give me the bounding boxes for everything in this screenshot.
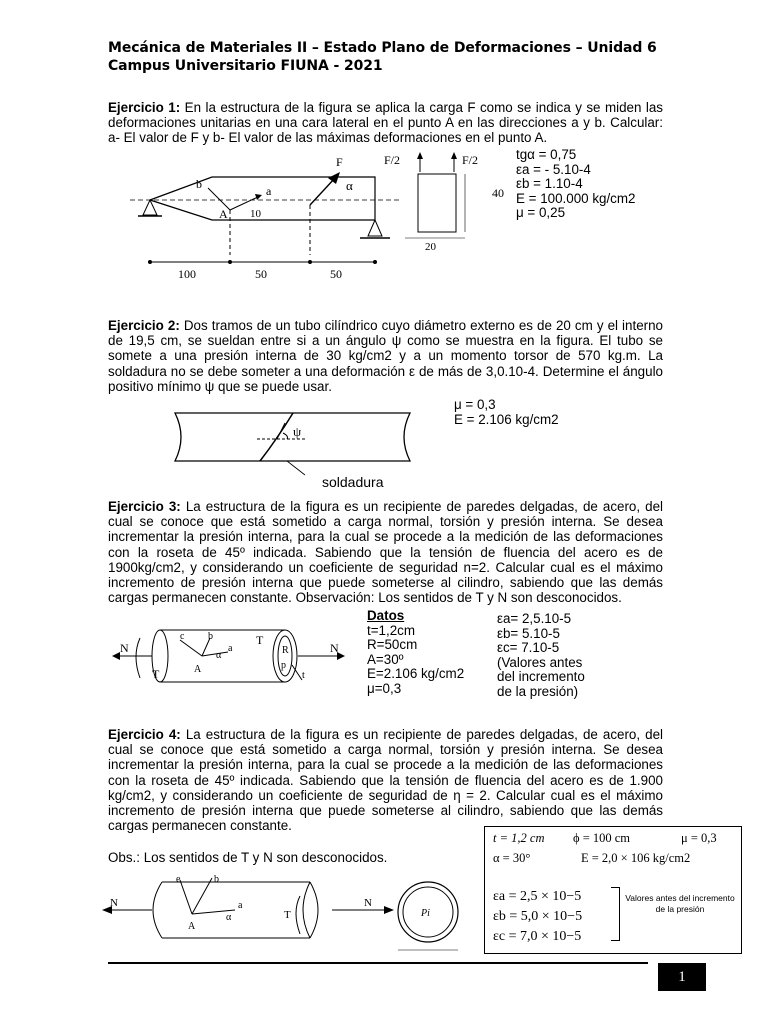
ex3-label-p: p xyxy=(281,660,286,671)
ex3-label-A: A xyxy=(194,664,202,675)
ex4-obs: Obs.: Los sentidos de T y N son desconocidos. xyxy=(108,850,388,865)
ex1-beam-figure xyxy=(100,150,510,285)
ex3-datos xyxy=(367,609,464,697)
ex2-data-E: E = 2.106 kg/cm2 xyxy=(454,411,559,427)
ex3-label-T1: T xyxy=(152,667,160,681)
ex3-datos-t: t=1,2cm xyxy=(367,622,416,638)
ex3-text: La estructura de la figura es un recipiente de paredes delgadas, de acero, del cual se conoce que está sometido a carga normal, torsión y presión interna. Se desea incrementar la presión interna, para la cual se procede a la medición de las deformaciones con la roseta de 45º indicada. Sabiendo que la tensión de fluencia del acero es de 1900kg/cm2, y considerando un coeficiente de seguridad n=2. Calcular cual es el máximo incremento de presión interna que puede someterse al cilindro, sabiendo que las demás cargas permanecen constante. Observación: Los sentidos de T y N son desconocidos. xyxy=(108,499,663,606)
ex1-data-E: E = 100.000 kg/cm2 xyxy=(516,190,636,206)
ex4-box-mu: μ = 0,3 xyxy=(681,831,717,845)
ex4-label-b: b xyxy=(214,874,219,885)
ex2-text: Dos tramos de un tubo cilíndrico cuyo diámetro externo es de 20 cm y el interno de 19,5 cm, se sueldan entre si a un ángulo ψ como se muestra en la figura. El tubo se somete a una presión interna de 30 kg/cm2 y a un momento torsor de 570 kg.m. La soldadura no se debe someter a una deformación ε de más de 3,0.10-4. Determine el ángulo positivo mínimo ψ que se puede usar. xyxy=(108,318,664,394)
ex4-label-N1: N xyxy=(110,897,118,909)
ex1-title: Ejercicio 1: xyxy=(108,100,181,115)
ex1-text: En la estructura de la figura se aplica la carga F como se indica y se miden las deformaciones unitarias en una cara lateral en el punto A en las direcciones a y b. Calcular: a- El valor de F y b- El valor de las máximas deformaciones en el punto A. xyxy=(108,100,663,146)
ex3-datos-R: R=50cm xyxy=(367,637,418,653)
ex4-label-alpha: α xyxy=(226,912,232,923)
ex3-label-c: c xyxy=(180,631,185,642)
ex4-box-eb: εb = 5,0 × 10−5 xyxy=(493,909,583,924)
ex2-label-psi: ψ xyxy=(293,424,302,439)
ex3-datos-title: Datos xyxy=(367,608,405,623)
page-number: 1 xyxy=(658,963,706,991)
ex4-box-alpha: α = 30° xyxy=(493,851,531,865)
ex4-label-e: e xyxy=(176,874,181,885)
ex3-datos-mu: μ=0,3 xyxy=(367,680,402,696)
ex3-label-T2: T xyxy=(256,633,264,647)
ex3-label-alpha: α xyxy=(216,650,222,661)
ex4-label-A: A xyxy=(188,921,196,932)
ex4-box-eps xyxy=(493,887,582,947)
ex3-eps-b: εb= 5.10-5 xyxy=(497,625,560,641)
ex4-box-E: E = 2,0 × 106 kg/cm2 xyxy=(581,851,691,865)
ex3-datos-A: A=30º xyxy=(367,651,404,667)
ex4-box-brace xyxy=(611,887,620,941)
ex1-statement xyxy=(108,100,663,146)
ex1-data xyxy=(516,148,635,221)
ex1-data-mu: μ = 0,25 xyxy=(516,205,566,221)
ex1-label-A: A xyxy=(219,207,228,221)
ex3-label-a: a xyxy=(228,643,233,654)
ex4-label-N2: N xyxy=(364,897,372,909)
ex3-label-b: b xyxy=(208,631,213,642)
ex1-label-F: F xyxy=(336,155,343,169)
ex3-epsilons xyxy=(497,612,585,700)
footer-rule xyxy=(108,962,648,964)
ex2-data-mu: μ = 0,3 xyxy=(454,397,496,412)
ex4-box-t: t = 1,2 cm xyxy=(493,831,545,845)
ex3-statement xyxy=(108,499,663,605)
ex4-box-ea: εa = 2,5 × 10−5 xyxy=(493,889,582,904)
ex4-title: Ejercicio 4: xyxy=(108,727,181,742)
ex1-label-alpha: α xyxy=(346,178,353,193)
ex4-box-ec: εc = 7,0 × 10−5 xyxy=(493,929,582,944)
ex4-box-phi: ϕ = 100 cm xyxy=(573,831,631,845)
ex3-label-N2: N xyxy=(330,641,339,655)
ex3-datos-E: E=2.106 kg/cm2 xyxy=(367,666,465,682)
ex1-label-40: 40 xyxy=(492,186,504,200)
ex2-tube-figure xyxy=(165,405,425,493)
ex2-label-weld: soldadura xyxy=(322,474,384,490)
ex1-data-eb: εb = 1.10-4 xyxy=(516,176,583,192)
ex1-data-ea: εa = - 5.10-4 xyxy=(516,161,591,177)
ex3-eps-note3: de la presión) xyxy=(497,683,579,699)
ex1-label-10: 10 xyxy=(250,208,261,220)
ex4-vessel-figure xyxy=(100,872,480,957)
ex1-label-a: a xyxy=(266,184,272,198)
ex3-label-t: t xyxy=(302,670,305,681)
header-title: Mecánica de Materiales II – Estado Plano de Deformaciones – Unidad 6 xyxy=(108,40,657,56)
ex3-title: Ejercicio 3: xyxy=(108,499,181,514)
ex4-data-box xyxy=(484,826,742,954)
ex3-vessel-figure xyxy=(110,620,355,700)
ex1-data-tg: tgα = 0,75 xyxy=(516,147,577,162)
ex1-label-b: b xyxy=(196,177,202,191)
ex3-eps-note1: (Valores antes xyxy=(497,654,583,670)
ex3-eps-c: εc= 7.10-5 xyxy=(497,640,560,656)
ex3-label-R: R xyxy=(282,645,289,656)
ex4-label-a: a xyxy=(238,900,243,911)
ex1-label-100: 100 xyxy=(178,267,196,281)
ex1-label-50b: 50 xyxy=(330,267,342,281)
ex3-label-N1: N xyxy=(120,641,129,655)
ex2-data xyxy=(454,398,559,427)
ex1-label-F2a: F/2 xyxy=(384,153,401,167)
ex2-statement xyxy=(108,318,663,394)
ex4-box-note: Valores antes del incremento de la presión xyxy=(625,893,735,914)
ex4-text: La estructura de la figura es un recipiente de paredes delgadas, de acero, del cual se conoce que está sometido a carga normal, torsión y presión interna. Se desea incrementar la presión interna, para la cual se procede a la medición de las deformaciones con la roseta de 45º indicada. Sabiendo que la tensión de fluencia del acero es de 1.900 kg/cm2, y considerando un coeficiente de seguridad de η = 2. Calcular cual es el máximo incremento de presión interna que puede someterse al cilindro, sabiendo que las demás cargas permanecen constante. xyxy=(108,727,663,834)
ex2-title: Ejercicio 2: xyxy=(108,318,180,333)
ex4-label-pi: Pi xyxy=(421,908,430,919)
ex1-label-F2b: F/2 xyxy=(462,153,479,167)
ex1-label-20: 20 xyxy=(425,241,436,253)
ex3-eps-note2: del incremento xyxy=(497,669,585,685)
ex4-label-T: T xyxy=(284,909,291,921)
header-campus: Campus Universitario FIUNA - 2021 xyxy=(108,58,383,74)
ex1-label-50a: 50 xyxy=(255,267,267,281)
ex3-eps-a: εa= 2,5.10-5 xyxy=(497,611,572,626)
ex4-statement xyxy=(108,727,663,833)
